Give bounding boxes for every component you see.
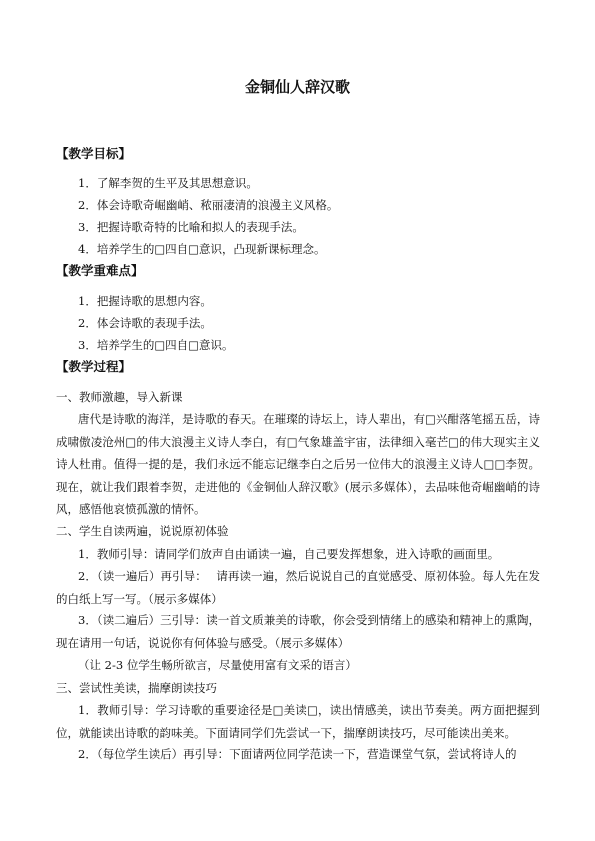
goal-item: 4．培养学生的□四自□意识，凸现新课标理念。 xyxy=(78,242,326,256)
key-points-heading: 【教学重难点】 xyxy=(56,263,144,278)
process-item: 2．（读一遍后）再引导： 请再读一遍，然后说说自己的直觉感受、原初体验。每人先在发的白纸上写一写。（展示多媒体） xyxy=(56,569,540,606)
goals-heading: 【教学目标】 xyxy=(56,146,132,161)
process-item: 1．教师引导：学习诗歌的重要途径是□美读□，读出情感美，读出节奏美。两方面把握到位，就能读出诗歌的韵味美。下面请同学们先尝试一下，揣摩朗读技巧，尽可能读出美来。 xyxy=(56,703,540,740)
process-item: 1．教师引导：请同学们放声自由诵读一遍，自己要发挥想象，进入诗歌的画面里。 xyxy=(78,547,500,561)
goal-item: 1．了解李贺的生平及其思想意识。 xyxy=(78,176,258,190)
section-paragraph: 唐代是诗歌的海洋，是诗歌的春天。在璀璨的诗坛上，诗人辈出，有□兴酣落笔摇五岳，诗成啸傲凌沧州□的伟大浪漫主义诗人李白，有□气象雄盖宇宙，法律细入毫芒□的伟大现实主义诗人杜甫。值得一提的是，我们永远不能忘记继李白之后另一位伟大的浪漫主义诗人□□李贺。现在，就让我们跟着李贺，走进他的《金铜仙人辞汉歌》(展示多媒体），去品味他奇崛幽峭的诗风，感悟他哀愤孤激的情怀。 xyxy=(56,412,540,516)
section-title: 一、教师激趣，导入新课 xyxy=(56,390,183,404)
key-point-item: 1．把握诗歌的思想内容。 xyxy=(78,294,212,308)
process-item: 2．（每位学生读后）再引导：下面请两位同学范读一下，营造课堂气氛，尝试将诗人的 xyxy=(78,747,517,761)
section-title: 二、学生自读两遍，说说原初体验 xyxy=(56,524,229,538)
key-point-item: 3．培养学生的□四自□意识。 xyxy=(78,338,234,352)
goal-item: 3．把握诗歌奇特的比喻和拟人的表现手法。 xyxy=(78,220,304,234)
process-item: 3．（读二遍后）三引导：读一首文质兼美的诗歌，你会受到情绪上的感染和精神上的熏陶，现在请用一句话，说说你有何体验与感受。（展示多媒体） xyxy=(56,613,540,650)
key-point-item: 2．体会诗歌的表现手法。 xyxy=(78,316,212,330)
section-title: 三、尝试性美读，揣摩朗读技巧 xyxy=(56,681,217,695)
document-title: 金铜仙人辞汉歌 xyxy=(244,78,350,96)
process-note: （让 2-3 位学生畅所欲言，尽量使用富有文采的语言） xyxy=(78,658,357,672)
process-heading: 【教学过程】 xyxy=(56,359,132,374)
goal-item: 2．体会诗歌奇崛幽峭、秾丽凄清的浪漫主义风格。 xyxy=(78,198,339,212)
